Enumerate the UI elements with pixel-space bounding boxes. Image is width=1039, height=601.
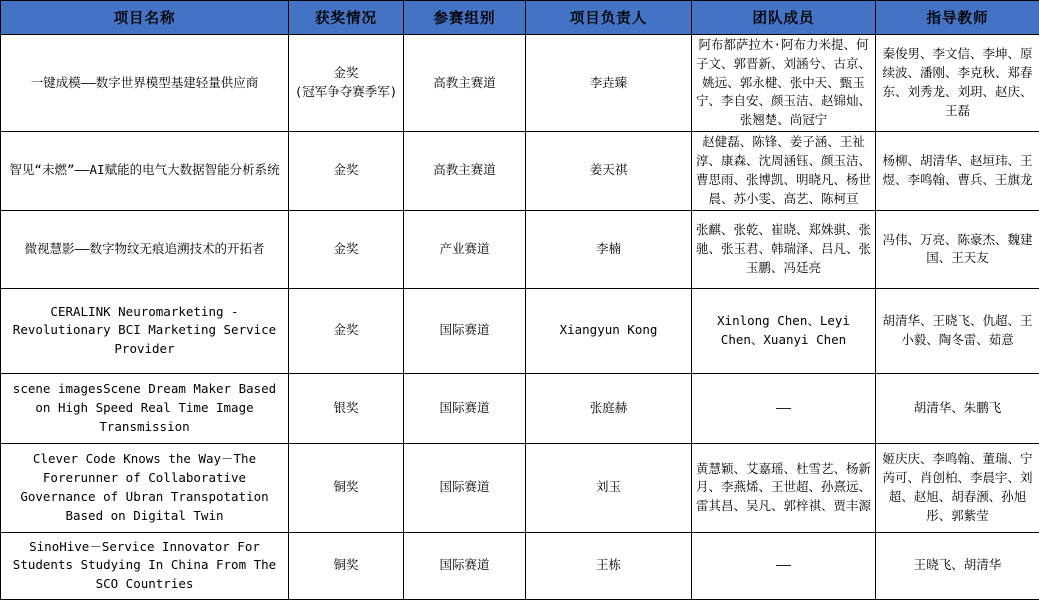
group-cell: 高教主赛道 — [404, 35, 526, 132]
header-award: 获奖情况 — [289, 1, 404, 35]
teachers-cell: 冯伟、万亮、陈豪杰、魏建国、王天友 — [876, 210, 1039, 288]
table-row — [1, 210, 1039, 288]
leader-cell: 刘玉 — [526, 443, 692, 532]
header-teachers: 指导教师 — [876, 1, 1039, 35]
table-row — [1, 443, 1039, 532]
leader-cell: Xiangyun Kong — [526, 288, 692, 373]
leader-cell: 张庭赫 — [526, 373, 692, 443]
teachers-cell: 胡清华、王晓飞、仇超、王小毅、陶冬雷、茹意 — [876, 288, 1039, 373]
table-row — [1, 35, 1039, 132]
award-cell: 金奖 — [289, 210, 404, 288]
header-row — [1, 1, 1039, 35]
project-name-cell: scene imagesScene Dream Maker Based on High Speed Real Time Image Transmission — [1, 373, 289, 443]
award-cell: 铜奖 — [289, 443, 404, 532]
header-project-name: 项目名称 — [1, 1, 289, 35]
teachers-cell: 姬庆庆、李鸣翰、董瑞、宁芮可、肖创柏、李晨宇、刘超、赵旭、胡春滪、孙旭彤、郭紫莹 — [876, 443, 1039, 532]
group-cell: 高教主赛道 — [404, 131, 526, 210]
table-row — [1, 131, 1039, 210]
teachers-cell: 杨柳、胡清华、赵垣玮、王煜、李鸣翰、曹兵、王旗龙 — [876, 131, 1039, 210]
group-cell: 国际赛道 — [404, 373, 526, 443]
leader-cell: 李楠 — [526, 210, 692, 288]
group-cell: 国际赛道 — [404, 443, 526, 532]
team-cell: 张麒、张乾、崔晓、郑姝骐、张驰、张玉君、韩瑞泽、吕凡、张玉鹏、冯廷亮 — [692, 210, 876, 288]
award-label: 金奖 — [333, 65, 359, 81]
table-row — [1, 532, 1039, 599]
project-name-cell: 一键成模——数字世界模型基建轻量供应商 — [1, 35, 289, 132]
project-name-cell: 微视慧影——数字物纹无痕追溯技术的开拓者 — [1, 210, 289, 288]
project-name-cell: 智见“未燃”——AI赋能的电气大数据智能分析系统 — [1, 131, 289, 210]
team-cell: —— — [692, 532, 876, 599]
award-cell: 金奖 — [289, 131, 404, 210]
team-cell: —— — [692, 373, 876, 443]
teachers-cell: 秦俊男、李文信、李坤、原续波、潘刚、李克秋、郑春东、刘秀龙、刘玥、赵庆、王磊 — [876, 35, 1039, 132]
group-cell: 产业赛道 — [404, 210, 526, 288]
project-name-cell: Clever Code Knows the Way－The Forerunner of Collaborative Governance of Ubran Transpotation Based on Digital Twin — [1, 443, 289, 532]
teachers-cell: 胡清华、朱鹏飞 — [876, 373, 1039, 443]
leader-cell: 李垚臻 — [526, 35, 692, 132]
header-leader: 项目负责人 — [526, 1, 692, 35]
award-cell: 铜奖 — [289, 532, 404, 599]
project-name-cell: SinoHive－Service Innovator For Students Studying In China From The SCO Countries — [1, 532, 289, 599]
teachers-cell: 王晓飞、胡清华 — [876, 532, 1039, 599]
award-cell: 金奖 — [289, 288, 404, 373]
group-cell: 国际赛道 — [404, 532, 526, 599]
project-name-cell: CERALINK Neuromarketing - Revolutionary BCI Marketing Service Provider — [1, 288, 289, 373]
header-group: 参赛组别 — [404, 1, 526, 35]
table-row — [1, 288, 1039, 373]
team-cell: 阿布都萨拉木·阿布力米提、何子文、郭晋新、刘涵兮、古京、姚远、郭永楗、张中天、甄玉宁、李自安、颜玉洁、赵锦灿、张翘楚、尚冠宁 — [692, 35, 876, 132]
group-cell: 国际赛道 — [404, 288, 526, 373]
team-cell: 黄慧颖、艾嘉瑶、杜雪艺、杨新月、李燕烯、王世超、孙熹远、雷其昌、吴凡、郭梓祺、贾丰源 — [692, 443, 876, 532]
award-cell — [289, 35, 404, 132]
award-cell: 银奖 — [289, 373, 404, 443]
award-note: (冠军争夺赛季军) — [294, 83, 398, 99]
leader-cell: 王栋 — [526, 532, 692, 599]
team-cell: Xinlong Chen、Leyi Chen、Xuanyi Chen — [692, 288, 876, 373]
team-cell: 赵健磊、陈锋、姜子涵、王祉淳、康森、沈周涵钰、颜玉洁、曹思雨、张博凯、明晓凡、杨世晨、苏小雯、高艺、陈柯亘 — [692, 131, 876, 210]
table-row — [1, 373, 1039, 443]
leader-cell: 姜天祺 — [526, 131, 692, 210]
header-team: 团队成员 — [692, 1, 876, 35]
